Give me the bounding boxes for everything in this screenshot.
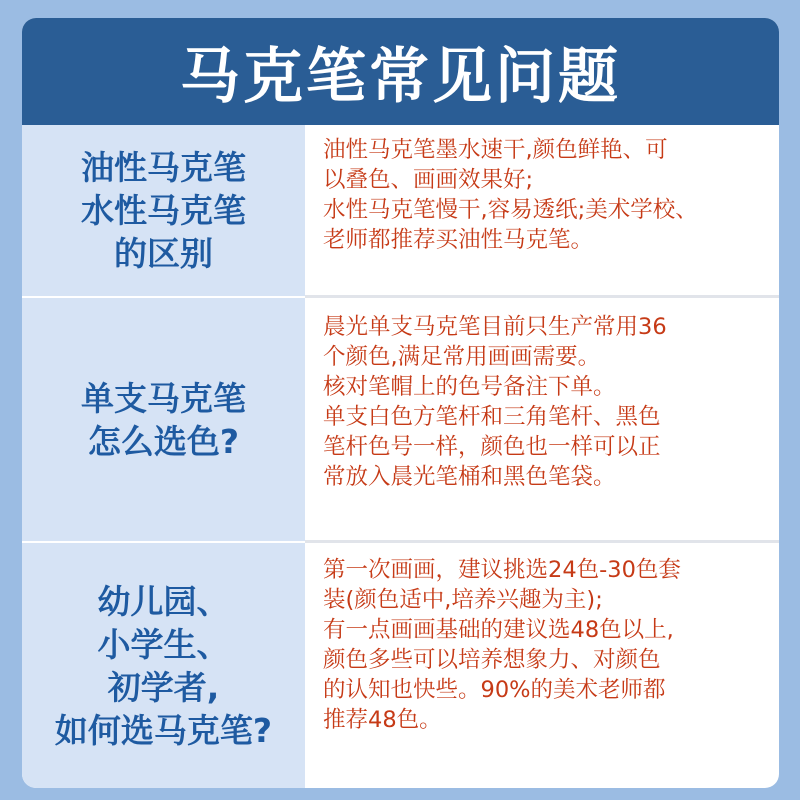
- faq-question: [22, 298, 305, 541]
- question-line: 小学生、: [97, 624, 230, 664]
- faq-row-single-color: [22, 298, 779, 541]
- faq-question: [22, 543, 305, 788]
- faq-card: [22, 18, 779, 788]
- answer-line: 水性马克笔慢干,容易透纸;美术学校、: [323, 197, 698, 223]
- answer-line: 装(颜色适中,培养兴趣为主);: [323, 587, 603, 613]
- answer-line: 核对笔帽上的色号备注下单。: [323, 374, 616, 400]
- faq-question: [22, 125, 305, 296]
- faq-row-beginner: [22, 543, 779, 788]
- answer-line: 晨光单支马克笔目前只生产常用36: [323, 314, 667, 340]
- question-line: 幼儿园、: [97, 581, 230, 621]
- page-title: 马克笔常见问题: [180, 41, 621, 112]
- faq-answer: [305, 298, 779, 541]
- header-banner: [22, 18, 779, 125]
- faq-row-oil-vs-water: [22, 125, 779, 296]
- question-line: 怎么选色?: [87, 421, 240, 461]
- answer-line: 单支白色方笔杆和三角笔杆、黑色: [323, 404, 661, 430]
- question-line: 初学者,: [107, 667, 220, 707]
- answer-line: 老师都推荐买油性马克笔。: [323, 227, 594, 253]
- answer-line: 推荐48色。: [323, 707, 442, 733]
- question-line: 的区别: [114, 234, 213, 273]
- faq-answer: [305, 125, 779, 296]
- answer-line: 以叠色、画画效果好;: [323, 167, 534, 193]
- question-line: 单支马克笔: [81, 378, 246, 418]
- question-line: 水性马克笔: [81, 191, 246, 230]
- answer-line: 笔杆色号一样，颜色也一样可以正: [323, 434, 661, 460]
- faq-answer: [305, 543, 779, 788]
- answer-line: 个颜色,满足常用画画需要。: [323, 344, 601, 370]
- question-line: 如何选马克笔?: [54, 710, 273, 750]
- answer-line: 油性马克笔墨水速干,颜色鲜艳、可: [323, 137, 668, 163]
- answer-line: 的认知也快些。90%的美术老师都: [323, 677, 666, 703]
- question-line: 油性马克笔: [81, 148, 246, 187]
- answer-line: 颜色多些可以培养想象力、对颜色: [323, 647, 661, 673]
- answer-line: 有一点画画基础的建议选48色以上,: [323, 617, 674, 643]
- answer-line: 常放入晨光笔桶和黑色笔袋。: [323, 464, 616, 490]
- answer-line: 第一次画画，建议挑选24色-30色套: [323, 557, 681, 583]
